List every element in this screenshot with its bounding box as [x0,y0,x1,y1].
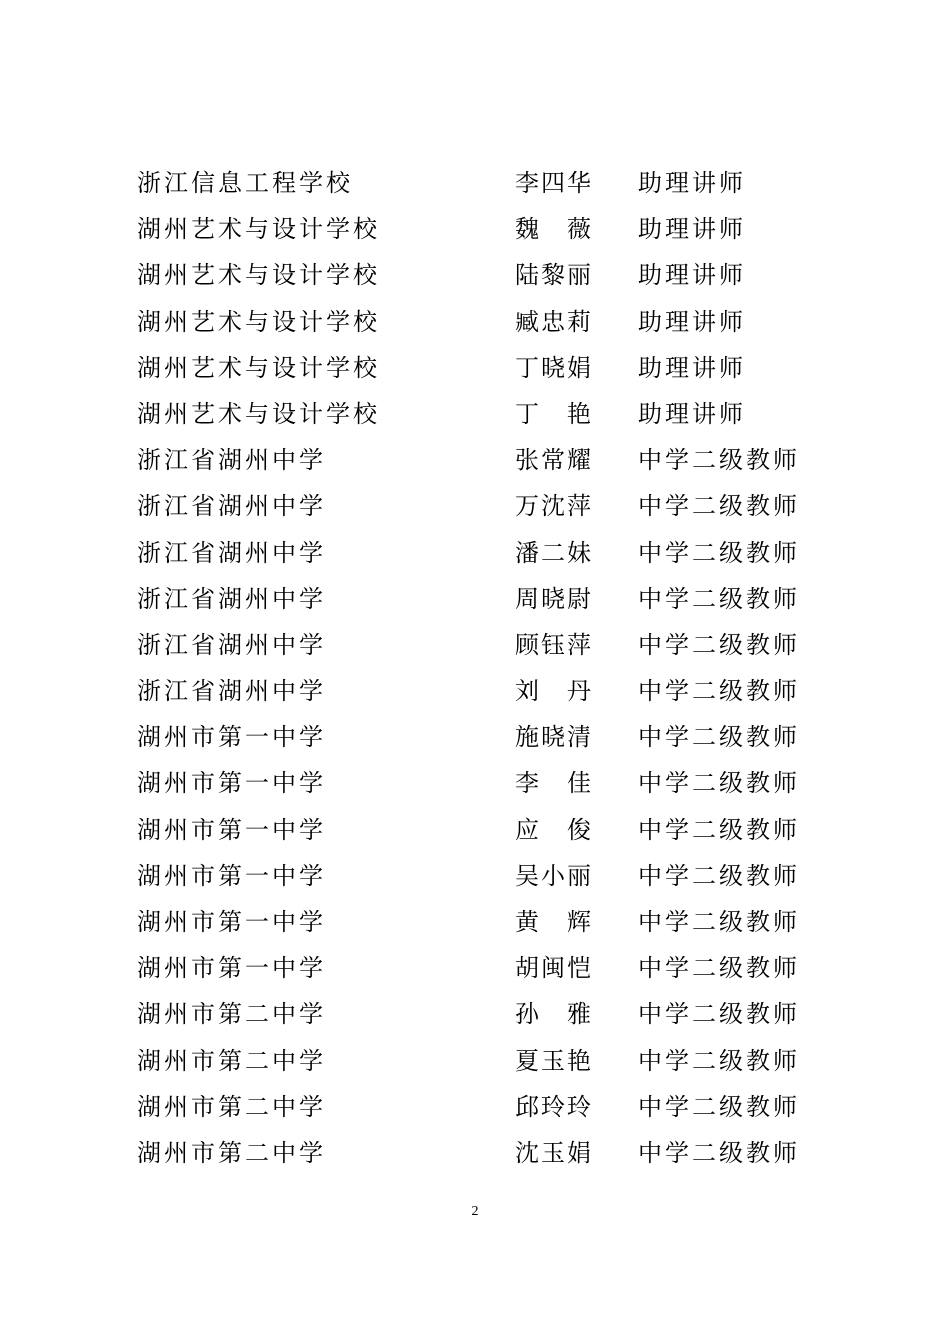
list-item [137,1038,817,1084]
teacher-name: 孙 雅 [515,1000,591,1029]
list-item [137,483,817,529]
teacher-title: 中学二级教师 [638,769,800,798]
school-name: 湖州市第一中学 [137,815,326,844]
teacher-title: 中学二级教师 [638,538,800,567]
teacher-title: 助理讲师 [638,215,746,244]
teacher-title: 助理讲师 [638,353,746,382]
teacher-name: 夏玉艳 [515,1046,591,1075]
teacher-name: 丁晓娟 [515,353,591,382]
teacher-name: 邱玲玲 [515,1092,591,1121]
list-item [137,945,817,991]
list-item [137,668,817,714]
school-name: 湖州市第一中学 [137,723,326,752]
school-name: 湖州市第一中学 [137,954,326,983]
page-number: 2 [471,1204,479,1219]
teacher-name: 陆黎丽 [515,261,591,290]
list-item [137,299,817,345]
list-item [137,345,817,391]
teacher-name: 施晓清 [515,723,591,752]
list-item [137,437,817,483]
teacher-title: 中学二级教师 [638,861,800,890]
school-name: 浙江省湖州中学 [137,538,326,567]
list-item [137,206,817,252]
list-item [137,991,817,1037]
teacher-name: 李 佳 [515,769,591,798]
school-name: 湖州市第二中学 [137,1046,326,1075]
teacher-title: 中学二级教师 [638,908,800,936]
teacher-name: 吴小丽 [515,861,591,890]
list-item [137,899,817,945]
school-name: 浙江省湖州中学 [137,630,326,659]
school-name: 湖州市第二中学 [137,1000,326,1029]
teacher-title: 中学二级教师 [638,1138,800,1167]
teacher-name: 潘二妹 [515,538,591,567]
list-item [137,1084,817,1130]
school-name: 浙江省湖州中学 [137,492,326,521]
teacher-name: 丁 艳 [515,399,591,428]
teacher-name: 黄 辉 [515,908,591,936]
teacher-title: 助理讲师 [638,169,746,197]
school-name: 浙江省湖州中学 [137,677,326,706]
teacher-name: 张常耀 [515,446,591,475]
teacher-title: 中学二级教师 [638,723,800,752]
teacher-title: 中学二级教师 [638,815,800,844]
school-name: 湖州市第一中学 [137,861,326,890]
list-item [137,807,817,853]
teacher-title: 中学二级教师 [638,630,800,659]
teacher-title: 中学二级教师 [638,492,800,521]
school-name: 湖州市第一中学 [137,769,326,798]
teacher-name: 李四华 [515,169,591,197]
school-name: 湖州市第二中学 [137,1138,326,1167]
list-item [137,252,817,298]
teacher-name: 万沈萍 [515,492,591,521]
teacher-title: 助理讲师 [638,399,746,428]
teacher-title: 中学二级教师 [638,677,800,706]
school-name: 浙江省湖州中学 [137,584,326,613]
teacher-name: 顾钰萍 [515,630,591,659]
teacher-list [137,160,817,1176]
teacher-title: 中学二级教师 [638,584,800,613]
list-item [137,576,817,622]
school-name: 湖州艺术与设计学校 [137,399,380,428]
school-name: 湖州艺术与设计学校 [137,307,380,336]
teacher-title: 中学二级教师 [638,446,800,475]
list-item [137,760,817,806]
teacher-title: 中学二级教师 [638,1046,800,1075]
list-item [137,160,817,206]
school-name: 湖州艺术与设计学校 [137,261,380,290]
list-item [137,530,817,576]
list-item [137,391,817,437]
teacher-name: 魏 薇 [515,215,591,244]
teacher-name: 胡闽恺 [515,954,591,983]
teacher-name: 臧忠莉 [515,307,591,336]
list-item [137,622,817,668]
teacher-title: 助理讲师 [638,261,746,290]
school-name: 浙江信息工程学校 [137,169,353,197]
teacher-title: 中学二级教师 [638,1000,800,1029]
teacher-title: 中学二级教师 [638,1092,800,1121]
list-item [137,853,817,899]
school-name: 湖州市第一中学 [137,908,326,936]
school-name: 湖州艺术与设计学校 [137,353,380,382]
school-name: 湖州市第二中学 [137,1092,326,1121]
school-name: 湖州艺术与设计学校 [137,215,380,244]
teacher-name: 应 俊 [515,815,591,844]
teacher-name: 周晓尉 [515,584,591,613]
list-item [137,1130,817,1176]
teacher-name: 刘 丹 [515,677,591,706]
list-item [137,714,817,760]
school-name: 浙江省湖州中学 [137,446,326,475]
teacher-name: 沈玉娟 [515,1138,591,1167]
teacher-title: 中学二级教师 [638,954,800,983]
teacher-title: 助理讲师 [638,307,746,336]
